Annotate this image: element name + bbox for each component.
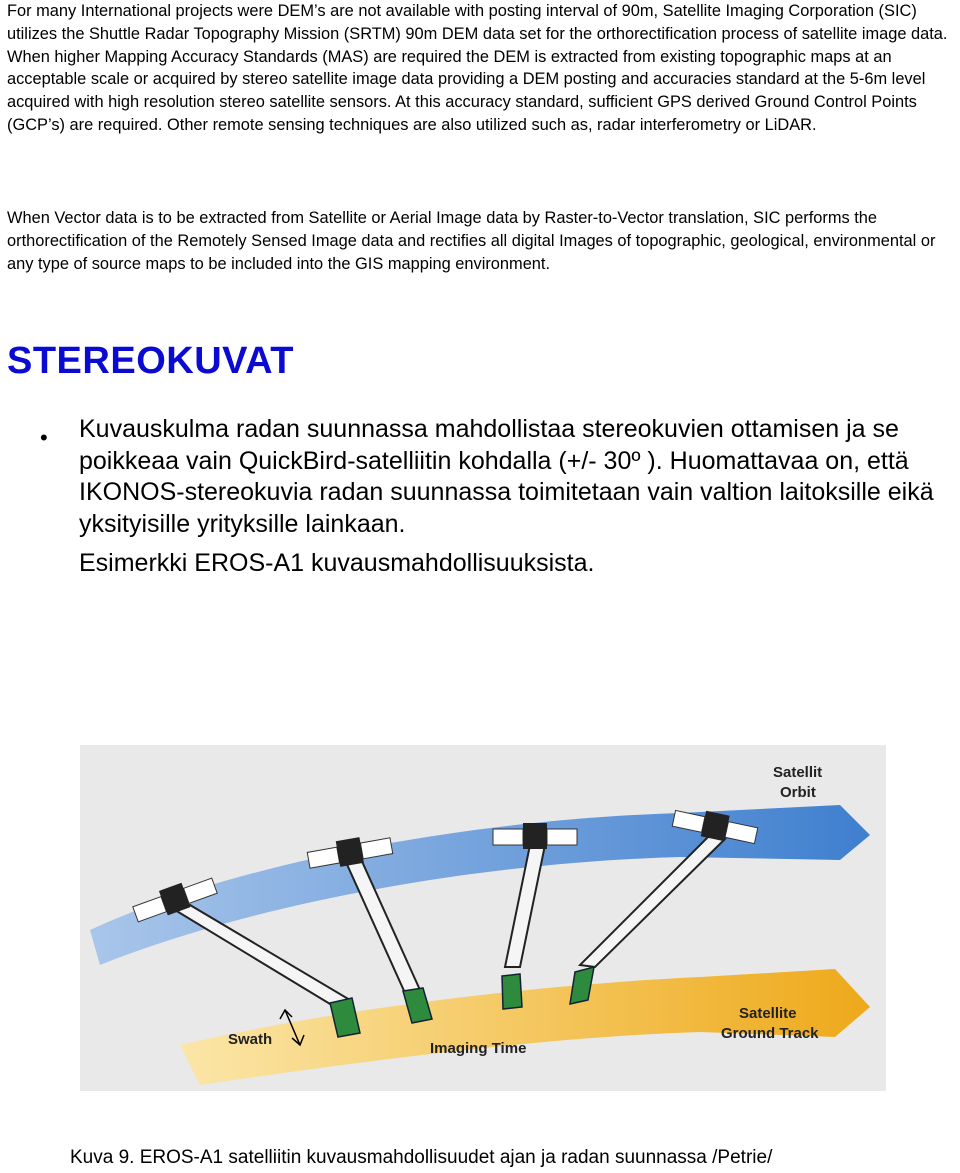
label-ground-line2: Ground Track xyxy=(721,1025,819,1042)
figure-caption: Kuva 9. EROS-A1 satelliitin kuvausmahdollisuudet ajan ja radan suunnassa /Petrie/ xyxy=(70,1147,773,1168)
figure-illustration xyxy=(80,745,886,1091)
intro-paragraph: For many International projects were DEM’s are not available with posting interval of 90m, Satellite Imaging Corporation (SIC) utilizes the Shuttle Radar Topography Mission (SRTM) 90m DEM data set for the orthorectification process of satellite image data. When higher Mapping Accuracy Standards (MAS) are required the DEM is extracted from existing topographic maps at an acceptable scale or acquired by stereo satellite image data providing a DEM posting and accuracies standard at the 5-6m level acquired with high resolution stereo satellite sensors. At this accuracy standard, sufficient GPS derived Ground Control Points (GCP’s) are required. Other remote sensing techniques are also utilized such as, radar interferometry or LiDAR. xyxy=(7,2,948,134)
section-heading: STEREOKUVAT xyxy=(7,340,294,382)
label-imaging-time: Imaging Time xyxy=(430,1040,527,1057)
label-orbit-line1: Satellit xyxy=(773,764,823,781)
bullet-dot-icon: • xyxy=(40,425,48,450)
example-line: Esimerkki EROS-A1 kuvausmahdollisuuksista. xyxy=(79,549,595,577)
vector-paragraph: When Vector data is to be extracted from Satellite or Aerial Image data by Raster-to-Vector translation, SIC performs the orthorectification of the Remotely Sensed Image data and rectifies all digital Images of topographic, geological, environmental or any type of source maps to be included into the GIS mapping environment. xyxy=(7,209,936,273)
label-orbit-line2: Orbit xyxy=(780,784,816,801)
label-swath: Swath xyxy=(228,1031,273,1048)
footprint-3 xyxy=(502,974,522,1009)
label-ground-line1: Satellite xyxy=(739,1005,797,1022)
bullet-text: Kuvauskulma radan suunnassa mahdollistaa stereokuvien ottamisen ja se poikkeaa vain QuickBird-satelliitin kohdalla (+/- 30º ). Huomattavaa on, että IKONOS-stereokuvia radan suunnassa toimitetaan vain valtion laitoksille eikä yksityisille yrityksille lainkaan. xyxy=(79,415,934,538)
satellite-imaging-figure xyxy=(80,745,886,1091)
